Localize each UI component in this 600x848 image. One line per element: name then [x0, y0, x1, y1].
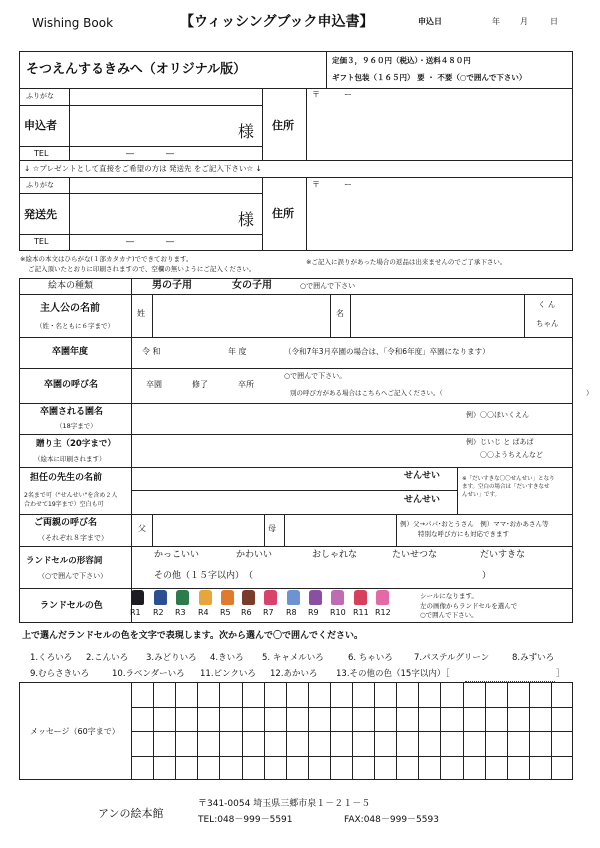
- color-word-2[interactable]: 2.こんいろ: [86, 653, 129, 663]
- protagonist-sub: （姓・名ともに６字まで）: [36, 322, 114, 330]
- swatch-r3[interactable]: [176, 590, 189, 605]
- color-word-10[interactable]: 10.ラベンダーいろ: [112, 669, 185, 679]
- message-label: メッセージ（60字まで）: [30, 727, 120, 736]
- school-example: 例）〇〇ほいくえん: [466, 411, 529, 419]
- grad-call-label: 卒園の呼び名: [44, 380, 99, 390]
- grad-call-close: ）: [586, 389, 593, 397]
- adjective-option-5[interactable]: だいすきな: [480, 550, 526, 560]
- family-name-label: 姓: [137, 309, 145, 318]
- school-label: 卒園される園名: [40, 407, 104, 417]
- teacher-sub-2: 合わせて19字まで）空白も可: [24, 501, 104, 508]
- swatch-code[interactable]: R2: [153, 608, 164, 617]
- adjective-other[interactable]: その他（１５字以内） （: [154, 571, 254, 581]
- product-name: そつえんするきみへ（オリジナル版）: [26, 62, 247, 77]
- sama-label: 様: [238, 122, 255, 141]
- color-word-13[interactable]: 13.その他の色（15字以内）［: [336, 669, 450, 679]
- adjective-option-4[interactable]: たいせつな: [392, 550, 438, 560]
- day-label: 日: [550, 17, 558, 26]
- grad-call-option-1[interactable]: 卒園: [146, 380, 162, 389]
- month-label: 月: [520, 17, 528, 26]
- book-type-hint: ○で囲んで下さい: [300, 282, 356, 290]
- adjective-option-3[interactable]: おしゃれな: [312, 550, 358, 560]
- grid-col-line: [440, 682, 441, 780]
- note-left-1: ※絵本の本文はひらがな(１部カタカナ)でできております。: [20, 255, 193, 263]
- swatch-code[interactable]: R7: [263, 608, 274, 617]
- color-word-12[interactable]: 12.あかいろ: [270, 669, 318, 679]
- grid-col-line: [175, 682, 176, 780]
- grid-col-line: [418, 682, 419, 780]
- price-text: 定価３，９６０円（税込）・送料４８０円: [332, 56, 471, 65]
- teacher-note-3: んせい」です。: [462, 492, 501, 498]
- swatch-r2[interactable]: [154, 590, 167, 605]
- school-sub: （18字まで）: [56, 422, 97, 430]
- swatch-code[interactable]: R4: [198, 608, 209, 617]
- swatch-code[interactable]: R11: [353, 608, 369, 617]
- color-word-4[interactable]: 4.きいろ: [210, 653, 244, 663]
- book-type-label: 絵本の種類: [48, 281, 94, 291]
- adjective-label: ランドセルの形容詞: [26, 556, 103, 566]
- recipient-label: 発送先: [24, 208, 57, 221]
- swatch-code[interactable]: R3: [175, 608, 186, 617]
- grid-col-line: [219, 682, 220, 780]
- color-word-3[interactable]: 3.みどりいろ: [146, 653, 197, 663]
- color-word-11[interactable]: 11.ピンクいろ: [200, 669, 256, 679]
- giver-label: 贈り主（20字まで）: [36, 439, 116, 449]
- color-word-6[interactable]: 6. ちゃいろ: [348, 653, 393, 663]
- grid-col-line: [463, 682, 464, 780]
- grad-year-note: （令和7年3月卒園の場合は、「令和6年度」卒園になります）: [284, 347, 490, 356]
- tel-field[interactable]: ― ―: [126, 149, 174, 158]
- swatch-r1[interactable]: [131, 590, 144, 605]
- color-word-5[interactable]: 5. キャメルいろ: [262, 653, 324, 663]
- adjective-option-2[interactable]: かわいい: [236, 550, 273, 560]
- sensei-suffix-1: せんせい: [404, 471, 441, 481]
- swatch-r6[interactable]: [242, 590, 255, 605]
- postal-field[interactable]: 〒 ー: [312, 90, 352, 99]
- swatch-r8[interactable]: [287, 590, 300, 605]
- given-name-label: 名: [336, 309, 344, 318]
- color-label: ランドセルの色: [40, 601, 103, 611]
- grid-col-line: [286, 682, 287, 780]
- color-word-close: ］: [556, 669, 565, 679]
- address-label: 住所: [272, 207, 294, 220]
- swatch-code[interactable]: R5: [220, 608, 231, 617]
- kun-option[interactable]: く ん: [538, 300, 556, 309]
- teacher-note-1: ※「だいすきな〇〇せんせい」となり: [462, 476, 555, 482]
- furigana-label: ふりがな: [26, 181, 54, 189]
- grad-call-note-2: 別の呼び方がある場合はこちらへご記入ください。（: [290, 389, 443, 397]
- sensei-suffix-2: せんせい: [404, 495, 441, 505]
- shop-fax: FAX:048－999－5593: [344, 815, 439, 825]
- note-right: ※ご記入に誤りがあった場合の返品は出来ませんのでご了承下さい。: [306, 258, 507, 266]
- grid-col-line: [197, 682, 198, 780]
- grid-col-line: [396, 682, 397, 780]
- postal-field[interactable]: 〒 ー: [312, 180, 352, 189]
- grad-year-label: 卒園年度: [52, 347, 89, 357]
- nendo-label: 年 度: [228, 347, 247, 356]
- applied-date-label: 申込日: [418, 17, 442, 26]
- protagonist-label: 主人公の名前: [40, 303, 100, 314]
- teacher-sub-1: 2名まで可（"せんせい"を含め２人: [24, 492, 118, 499]
- grad-call-option-3[interactable]: 卒所: [238, 380, 254, 389]
- swatch-r11[interactable]: [354, 590, 367, 605]
- teacher-label: 担任の先生の名前: [30, 473, 103, 483]
- color-note-2: 左の画像からランドセルを選んで: [420, 602, 518, 610]
- swatch-r4[interactable]: [199, 590, 212, 605]
- color-word-8[interactable]: 8.みずいろ: [512, 653, 555, 663]
- applicant-label: 申込者: [24, 119, 57, 132]
- swatch-code[interactable]: R8: [286, 608, 297, 617]
- tel-label: TEL: [34, 237, 49, 246]
- tel-field[interactable]: ― ―: [126, 237, 174, 246]
- gift-wrap-text[interactable]: ギフト包装（１６５円） 要 ・ 不要（○で囲んで下さい）: [332, 73, 527, 82]
- grid-col-line: [529, 682, 530, 780]
- gift-note: ↓ ☆プレゼントとして直接をご希望の方は 発送先 をご記入下さい☆ ↓: [24, 164, 262, 173]
- girl-option[interactable]: 女の子用: [232, 280, 272, 291]
- furigana-label: ふりがな: [26, 92, 54, 100]
- note-left-2: ご記入頂いたとおりに印刷されますので、空欄の無いようにご記入ください。: [28, 265, 256, 273]
- sama-label: 様: [238, 210, 255, 229]
- color-text-instruction: 上で選んだランドセルの色を文字で表現します。次から選んで〇で囲んでください。: [22, 631, 364, 641]
- parents-note-1: 例）父→パパ･おとうさん 例）ママ･おかあさん等: [400, 520, 549, 528]
- teacher-note-2: ます。空白の場合は「だいすきなせ: [462, 484, 550, 490]
- grid-col-line: [551, 682, 552, 780]
- parents-note-2: 特別な呼び方にも対応できます: [418, 530, 509, 538]
- year-label: 年: [492, 17, 500, 26]
- grid-col-line: [153, 682, 154, 780]
- grid-col-line: [485, 682, 486, 780]
- parents-label: ご両親の呼び名: [34, 518, 98, 528]
- grad-call-option-2[interactable]: 修了: [192, 380, 208, 389]
- giver-example-2: 〇〇ようちえんなど: [480, 451, 543, 459]
- boy-option[interactable]: 男の子用: [152, 280, 192, 291]
- adjective-option-1[interactable]: かっこいい: [154, 550, 200, 560]
- grid-col-line: [507, 682, 508, 780]
- swatch-code[interactable]: R12: [375, 608, 391, 617]
- page-title: 【ウィッシングブック申込書】: [180, 14, 374, 30]
- adjective-sub: （○で囲んで下さい）: [38, 572, 108, 580]
- color-word-7[interactable]: 7.パステルグリーン: [414, 653, 490, 663]
- shop-name: アンの絵本館: [98, 807, 164, 820]
- address-label: 住所: [272, 119, 294, 132]
- grid-col-line: [352, 682, 353, 780]
- grid-col-line: [242, 682, 243, 780]
- grid-col-line: [308, 682, 309, 780]
- grid-col-line: [374, 682, 375, 780]
- swatch-r5[interactable]: [221, 590, 234, 605]
- chan-option[interactable]: ちゃん: [536, 319, 559, 328]
- giver-example-1: 例）じいじ と ばあば: [466, 438, 534, 446]
- giver-sub: （絵本に印刷されます）: [34, 455, 106, 463]
- swatch-r12[interactable]: [376, 590, 389, 605]
- grid-col-line: [330, 682, 331, 780]
- father-label: 父: [138, 524, 146, 533]
- color-note-3: ○で囲んで下さい。: [420, 611, 478, 619]
- color-note-1: シールになります。: [420, 592, 478, 600]
- grid-col-line: [264, 682, 265, 780]
- swatch-code[interactable]: R1: [130, 608, 141, 617]
- parents-sub: （それぞれ８字まで）: [38, 534, 108, 542]
- mother-label: 母: [268, 524, 276, 533]
- grad-call-note-1: ○で囲んで下さい。: [284, 372, 347, 380]
- swatch-code[interactable]: R6: [241, 608, 252, 617]
- shop-tel: TEL:048－999－5591: [198, 815, 293, 825]
- swatch-code[interactable]: R9: [308, 608, 319, 617]
- shop-address: 〒341-0054 埼玉県三郷市泉１－２１－５: [198, 799, 371, 809]
- swatch-r9[interactable]: [309, 590, 322, 605]
- adjective-other-close: ）: [482, 571, 492, 581]
- swatch-code[interactable]: R10: [330, 608, 346, 617]
- color-word-1[interactable]: 1.くろいろ: [30, 653, 73, 663]
- swatch-r7[interactable]: [264, 590, 277, 605]
- swatch-r10[interactable]: [331, 590, 344, 605]
- brand-label: Wishing Book: [32, 16, 114, 30]
- color-word-9[interactable]: 9.むらさきいろ: [30, 669, 90, 679]
- reiwa-label: 令 和: [142, 347, 161, 356]
- tel-label: TEL: [34, 149, 49, 158]
